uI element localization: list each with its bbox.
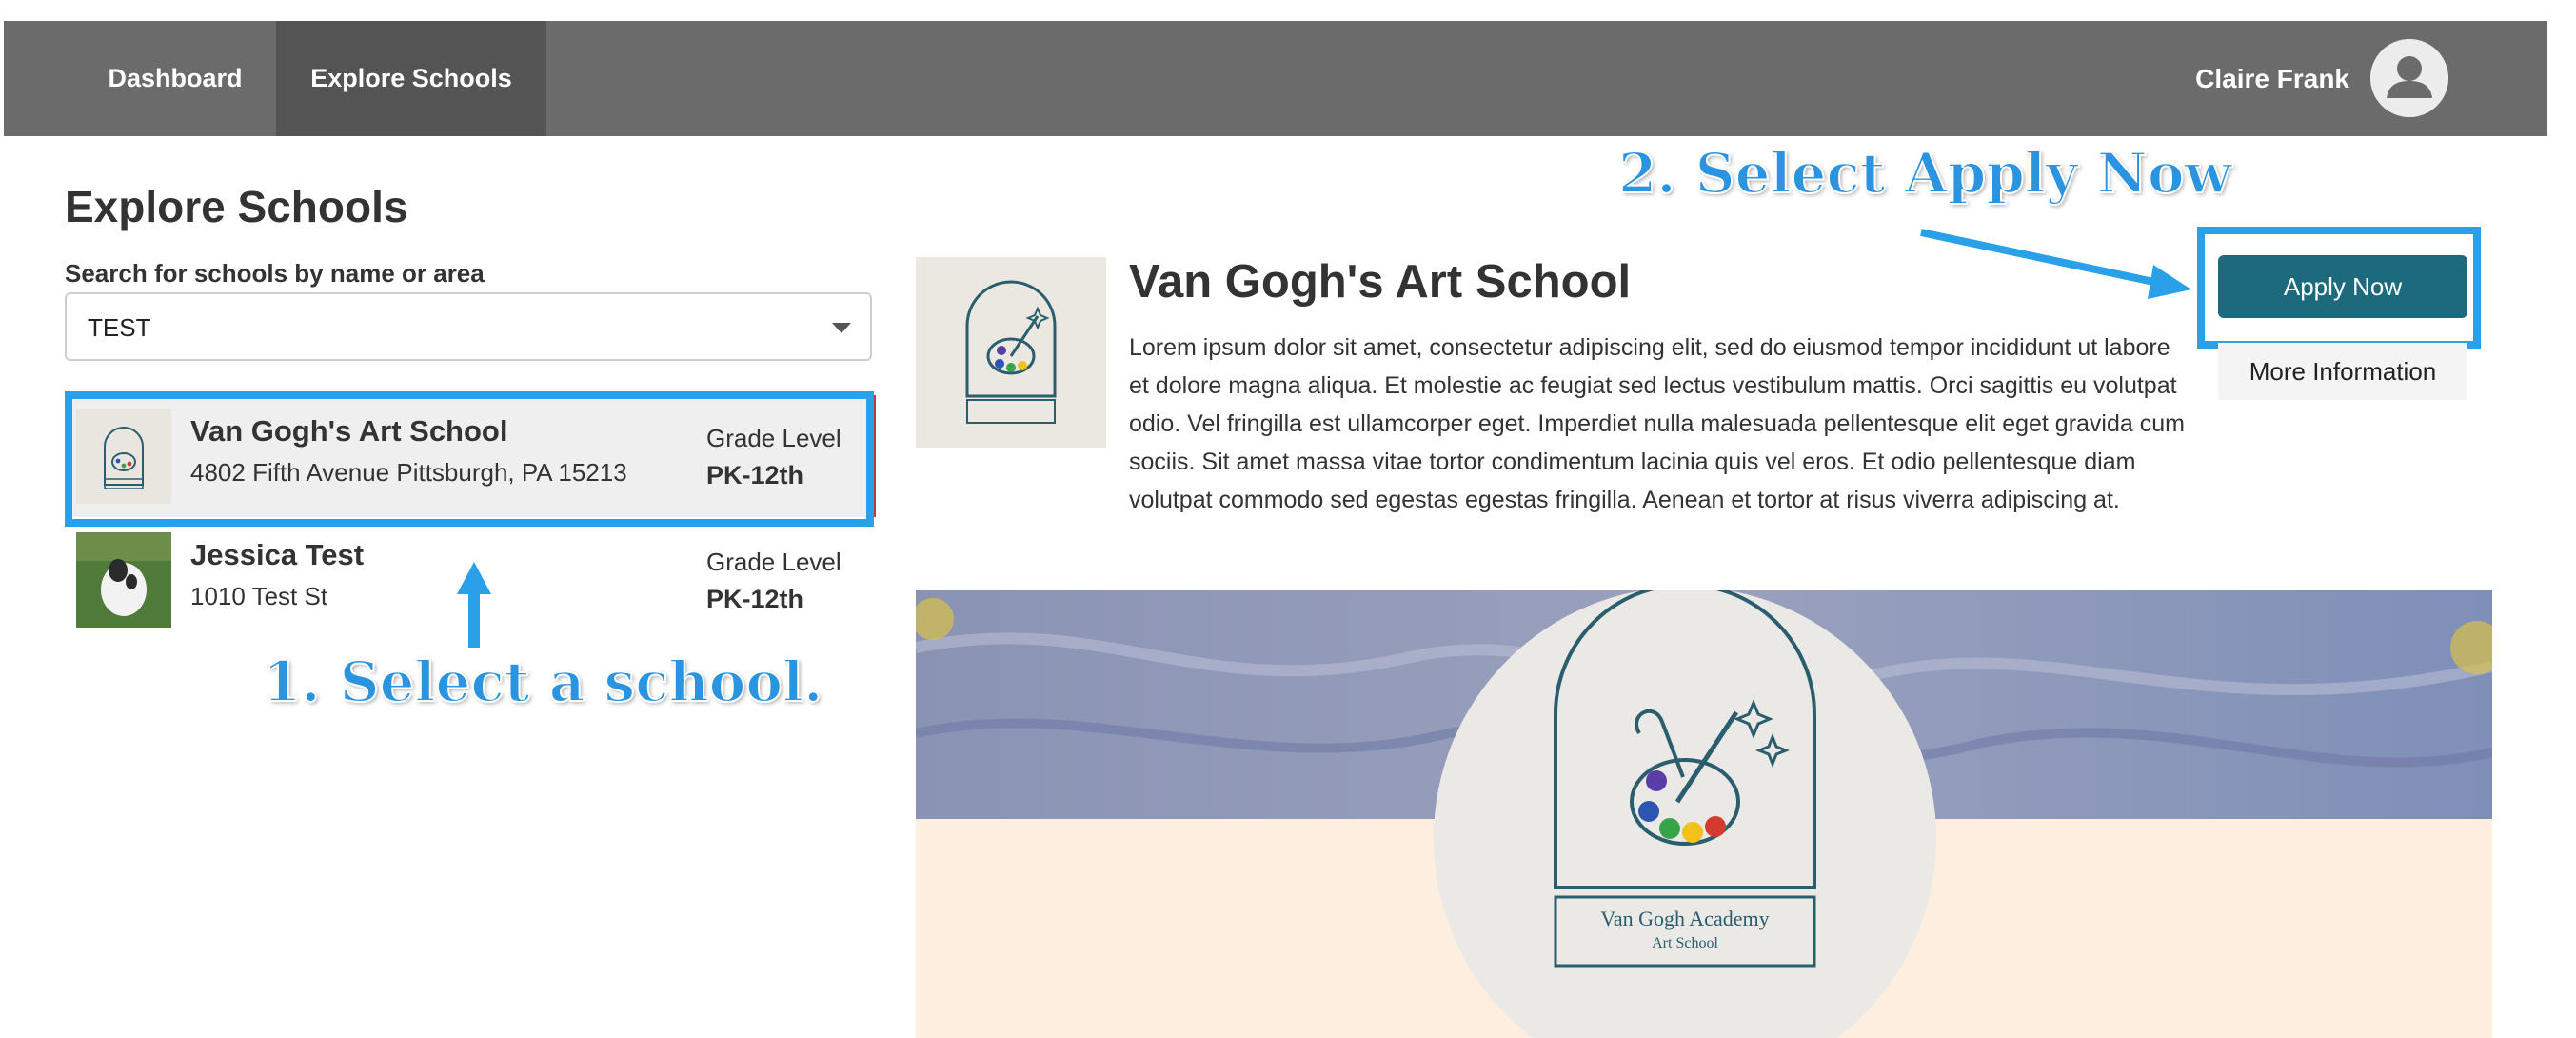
- user-name[interactable]: Claire Frank: [2195, 63, 2349, 93]
- school-name: Van Gogh's Art School: [190, 414, 508, 448]
- school-description: Lorem ipsum dolor sit amet, consectetur adipiscing elit, sed do eiusmod tempor incididunt ut labore et dolore magna aliqua. Et molestie ac feugiat sed lectus vestibulum mattis. Orci sagittis eu volutpat odio. Vel fringilla est ullamcorper eget. Imperdiet nulla malesuada pellentesque elit eget gravida cum sociis. Sit amet massa vitae tortor condimentum lacinia quis vel eros. Et odio pellentesque diam volutpat commodo sed egestas egestas fringilla. Aenean et tortor at risus viverra adipiscing at.: [1129, 334, 2185, 513]
- apply-now-button[interactable]: Apply Now: [2218, 255, 2467, 318]
- page-title: Explore Schools: [65, 182, 408, 231]
- arrow-up-icon: [455, 562, 493, 648]
- annotation-step-1: 1. Select a school.: [263, 649, 823, 714]
- search-value: TEST: [88, 313, 151, 342]
- school-banner-image: [916, 590, 2492, 1038]
- school-address: 1010 Test St: [190, 582, 328, 610]
- banner-logo-line1: Van Gogh Academy: [1600, 907, 1770, 930]
- grade-level-value: PK-12th: [706, 585, 804, 613]
- top-nav: [4, 21, 2547, 136]
- annotation-highlight-school: [65, 391, 874, 527]
- school-address: 4802 Fifth Avenue Pittsburgh, PA 15213: [190, 458, 627, 487]
- grade-level-label: Grade Level: [706, 424, 842, 452]
- more-information-button[interactable]: More Information: [2218, 343, 2467, 400]
- nav-explore-schools[interactable]: Explore Schools: [276, 21, 546, 136]
- school-logo: [916, 257, 1106, 448]
- grade-level-label: Grade Level: [706, 548, 842, 576]
- school-photo-thumbnail: [76, 532, 171, 628]
- user-avatar-icon[interactable]: [2370, 39, 2448, 117]
- chevron-down-icon[interactable]: [832, 323, 851, 333]
- nav-dashboard[interactable]: Dashboard: [108, 64, 243, 92]
- search-label: Search for schools by name or area: [65, 259, 485, 288]
- school-detail-name: Van Gogh's Art School: [1129, 256, 1632, 308]
- arrow-right-icon: [1913, 225, 2199, 301]
- annotation-step-2: 2. Select Apply Now: [1618, 141, 2232, 206]
- school-name: Jessica Test: [190, 538, 365, 571]
- school-search-select[interactable]: [65, 292, 872, 361]
- grade-level-value: PK-12th: [706, 461, 804, 489]
- banner-logo-line2: Art School: [1652, 935, 1718, 951]
